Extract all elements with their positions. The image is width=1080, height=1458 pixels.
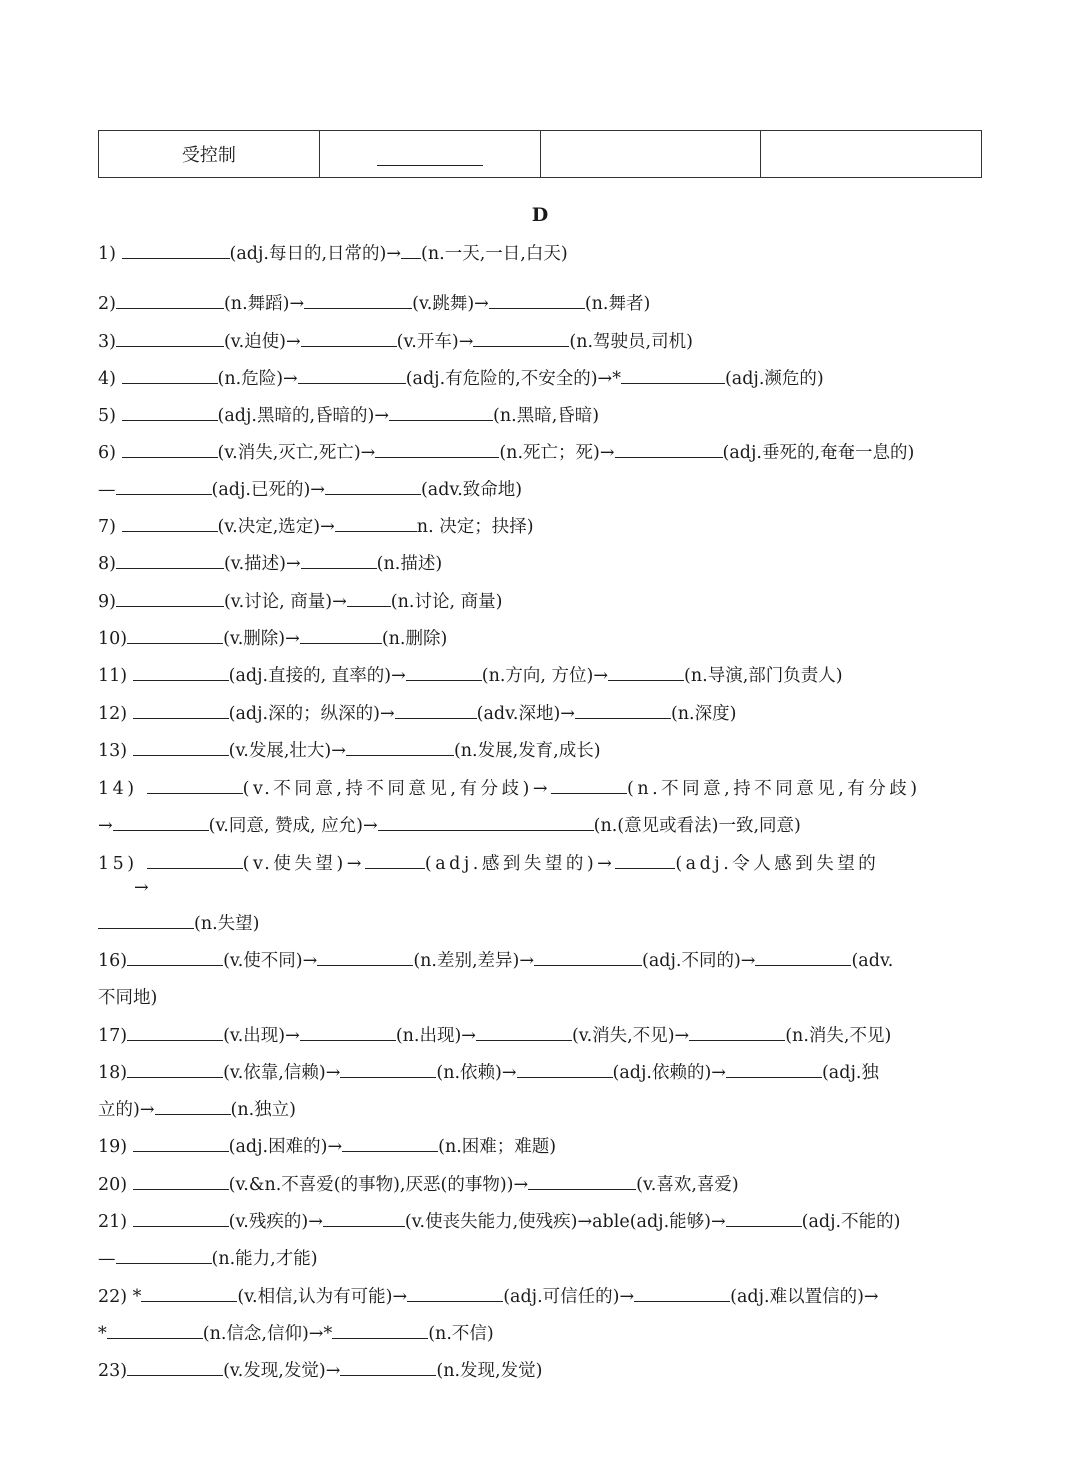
- answer-blank[interactable]: [395, 702, 477, 719]
- exercise-line: [98, 627, 447, 651]
- item-number: 7): [98, 517, 122, 537]
- hint: (adj.每日的,日常的)→: [229, 244, 402, 264]
- item-number: 5): [98, 406, 122, 426]
- item-number: 2): [98, 294, 116, 314]
- hint: (n.死亡；死)→: [499, 443, 615, 463]
- hint: (n.能力,才能): [211, 1249, 318, 1269]
- answer-blank[interactable]: [323, 1210, 405, 1227]
- hint: (adj.难以置信的)→: [730, 1287, 879, 1307]
- hint: (adj.感到失望的)→: [424, 854, 616, 874]
- item-number: 6): [98, 443, 122, 463]
- answer-blank[interactable]: [147, 852, 243, 869]
- hint: (v.删除)→: [223, 629, 300, 649]
- hint: (v.残疾的)→: [228, 1212, 323, 1232]
- hint: (v.出现)→: [223, 1026, 300, 1046]
- hint: (adj.令人感到失望的: [675, 854, 880, 874]
- answer-blank[interactable]: [300, 627, 382, 644]
- item-number: 16): [98, 951, 128, 971]
- answer-blank[interactable]: [127, 1024, 223, 1041]
- exercise-line: [98, 404, 599, 428]
- hint: (n.方向, 方位)→: [481, 666, 609, 686]
- item-number: 17): [98, 1026, 128, 1046]
- hint: (adv.致命地): [420, 480, 523, 500]
- hint: (n.失望): [194, 914, 260, 934]
- hint: (adj.困难的)→: [228, 1137, 343, 1157]
- answer-blank[interactable]: [575, 702, 671, 719]
- exercise-line: [98, 1359, 542, 1383]
- hint: (n.出现)→: [395, 1026, 476, 1046]
- item-number: 19): [98, 1137, 133, 1157]
- hint: (adv.: [851, 951, 894, 971]
- answer-blank[interactable]: [335, 515, 417, 532]
- answer-blank[interactable]: [122, 367, 218, 384]
- item-number: →: [98, 816, 113, 836]
- hint: (n.舞者): [584, 294, 651, 314]
- answer-blank[interactable]: [689, 1024, 785, 1041]
- hint: (v.喜欢,喜爱): [636, 1175, 739, 1195]
- exercise-line: [98, 441, 914, 465]
- answer-blank[interactable]: [342, 1135, 438, 1152]
- answer-blank[interactable]: [116, 552, 224, 569]
- item-number: 18): [98, 1063, 128, 1083]
- hint: (v.消失,不见)→: [571, 1026, 690, 1046]
- answer-blank[interactable]: [317, 949, 413, 966]
- hint: (n.消失,不见): [785, 1026, 892, 1046]
- answer-blank[interactable]: [726, 1061, 822, 1078]
- hint: (n.描述): [376, 554, 443, 574]
- hint: (n.不同意,持不同意见,有分歧): [627, 779, 921, 799]
- answer-blank[interactable]: [127, 949, 223, 966]
- answer-blank[interactable]: [726, 1210, 802, 1227]
- hint: (v.决定,选定)→: [217, 517, 335, 537]
- answer-blank[interactable]: [113, 814, 209, 831]
- answer-blank[interactable]: [377, 143, 483, 166]
- hint: (adj.不同的)→: [642, 951, 756, 971]
- item-number: 8): [98, 554, 116, 574]
- arrow: →: [134, 878, 149, 898]
- exercise-line: [98, 986, 157, 1010]
- answer-blank[interactable]: [332, 1322, 428, 1339]
- hint: (n.困难；难题): [438, 1137, 557, 1157]
- exercise-line: [98, 814, 801, 838]
- answer-blank[interactable]: [133, 1210, 229, 1227]
- item-number: 10): [98, 629, 128, 649]
- hint: (adj.可信任的)→: [503, 1287, 635, 1307]
- answer-blank[interactable]: [133, 1135, 229, 1152]
- answer-blank[interactable]: [378, 814, 594, 831]
- answer-blank[interactable]: [122, 242, 230, 259]
- answer-blank[interactable]: [489, 292, 585, 309]
- hint: (n.一天,一日,白天): [421, 244, 568, 264]
- item-number: 20): [98, 1175, 133, 1195]
- exercise-line: [98, 330, 693, 354]
- item-number: 4): [98, 369, 122, 389]
- hint: (v.开车)→: [396, 332, 474, 352]
- answer-blank[interactable]: [300, 1024, 396, 1041]
- exercise-line: [98, 515, 534, 539]
- hint: (n.黑暗,昏暗): [493, 406, 600, 426]
- hint: (n.发现,发觉): [436, 1361, 543, 1381]
- hint: (v.&n.不喜爱(的事物),厌恶(的事物))→: [228, 1175, 529, 1195]
- answer-blank[interactable]: [528, 1173, 636, 1190]
- answer-blank[interactable]: [347, 590, 391, 607]
- answer-blank[interactable]: [346, 739, 454, 756]
- answer-blank[interactable]: [127, 627, 223, 644]
- exercise-line: [98, 777, 921, 801]
- hint: (adj.黑暗的,昏暗的)→: [217, 406, 390, 426]
- exercise-line: [98, 590, 502, 614]
- hint: (n.讨论, 商量): [390, 592, 503, 612]
- answer-blank[interactable]: [401, 242, 421, 259]
- hint: (v.不同意,持不同意见,有分歧)→: [242, 779, 551, 799]
- hint: 立的)→: [98, 1100, 155, 1120]
- item-number: 23): [98, 1361, 128, 1381]
- answer-blank[interactable]: [122, 515, 218, 532]
- answer-blank[interactable]: [298, 367, 406, 384]
- hint: (v.发现,发觉)→: [223, 1361, 341, 1381]
- answer-blank[interactable]: [116, 478, 212, 495]
- answer-blank[interactable]: [133, 1173, 229, 1190]
- answer-blank[interactable]: [406, 664, 482, 681]
- hint: (n.舞蹈)→: [223, 294, 305, 314]
- table-cell-text: 受控制: [181, 145, 236, 166]
- hint: (v.讨论, 商量)→: [223, 592, 347, 612]
- answer-blank[interactable]: [301, 552, 377, 569]
- item-number: *: [98, 1324, 107, 1344]
- item-number: 11): [98, 666, 133, 686]
- hint: (v.描述)→: [223, 554, 301, 574]
- hint: (v.迫使)→: [223, 332, 301, 352]
- exercise-line: [98, 1061, 879, 1085]
- exercise-line: [98, 702, 736, 726]
- answer-blank[interactable]: [155, 1098, 231, 1115]
- answer-blank[interactable]: [127, 1061, 223, 1078]
- exercise-line: [98, 242, 568, 266]
- hint: (adj.依赖的)→: [612, 1063, 726, 1083]
- hint: (adj.垂死的,奄奄一息的): [722, 443, 915, 463]
- hint: (n.不信): [428, 1324, 494, 1344]
- answer-blank[interactable]: [133, 702, 229, 719]
- item-number: —: [98, 1249, 116, 1269]
- hint: (n.导演,部门负责人): [684, 666, 843, 686]
- item-number: 1): [98, 244, 122, 264]
- answer-blank[interactable]: [551, 777, 627, 794]
- hint: 不同地): [98, 988, 158, 1008]
- answer-blank[interactable]: [122, 441, 218, 458]
- table-cell-empty: [541, 131, 762, 177]
- answer-blank[interactable]: [116, 330, 224, 347]
- hint: (adj.不能的): [801, 1212, 901, 1232]
- answer-blank[interactable]: [133, 739, 229, 756]
- answer-blank[interactable]: [116, 1247, 212, 1264]
- exercise-line: [98, 1322, 494, 1346]
- hint: (v.发展,壮大)→: [228, 741, 346, 761]
- answer-blank[interactable]: [608, 664, 684, 681]
- item-number: 22) *: [98, 1287, 142, 1307]
- exercise-line: [98, 1135, 556, 1159]
- answer-blank[interactable]: [755, 949, 851, 966]
- hint: (n.发展,发育,成长): [453, 741, 601, 761]
- hint: (adj.直接的, 直率的)→: [228, 666, 406, 686]
- item-number: 3): [98, 332, 116, 352]
- answer-blank[interactable]: [116, 590, 224, 607]
- exercise-line: [98, 478, 522, 502]
- hint: (n.差别,差异)→: [413, 951, 535, 971]
- exercise-line: [98, 949, 893, 973]
- answer-blank[interactable]: [133, 664, 229, 681]
- vocab-table-row: [98, 130, 982, 178]
- answer-blank[interactable]: [473, 330, 569, 347]
- answer-blank[interactable]: [621, 367, 725, 384]
- answer-blank[interactable]: [615, 441, 723, 458]
- answer-blank[interactable]: [340, 1359, 436, 1376]
- hint: (v.依靠,信赖)→: [223, 1063, 341, 1083]
- answer-blank[interactable]: [107, 1322, 203, 1339]
- answer-blank[interactable]: [407, 1285, 503, 1302]
- hint: (v.跳舞)→: [412, 294, 489, 314]
- hint: (v.使不同)→: [223, 951, 318, 971]
- exercise-line: [98, 1247, 318, 1271]
- hint: (adj.已死的)→: [211, 480, 325, 500]
- exercise-line: [98, 852, 879, 876]
- answer-blank[interactable]: [304, 292, 412, 309]
- answer-blank[interactable]: [141, 1285, 237, 1302]
- hint: (n.(意见或看法)一致,同意): [593, 816, 801, 836]
- hint: (v.相信,认为有可能)→: [237, 1287, 408, 1307]
- answer-blank[interactable]: [98, 912, 194, 929]
- answer-blank[interactable]: [517, 1061, 613, 1078]
- hint: (n.驾驶员,司机): [569, 332, 693, 352]
- exercise-line: [98, 739, 601, 763]
- exercise-line: [98, 664, 843, 688]
- item-number: 14): [98, 779, 147, 799]
- hint: (n.信念,信仰)→*: [202, 1324, 333, 1344]
- exercise-line: [134, 876, 149, 900]
- item-number: 13): [98, 741, 133, 761]
- answer-blank[interactable]: [301, 330, 397, 347]
- answer-blank[interactable]: [615, 852, 675, 869]
- answer-blank[interactable]: [476, 1024, 572, 1041]
- item-number: 15): [98, 854, 147, 874]
- hint: (n.独立): [230, 1100, 296, 1120]
- hint: (adj.独: [821, 1063, 879, 1083]
- exercise-line: [98, 1173, 739, 1197]
- table-cell-empty: [761, 131, 981, 177]
- section-heading: D: [531, 204, 549, 226]
- exercise-line: [98, 912, 260, 936]
- answer-blank[interactable]: [147, 777, 243, 794]
- hint: (adj.深的；纵深的)→: [228, 704, 395, 724]
- exercise-line: [98, 1210, 900, 1234]
- exercise-line: [98, 1285, 879, 1309]
- answer-blank[interactable]: [127, 1359, 223, 1376]
- answer-blank[interactable]: [325, 478, 421, 495]
- hint: (adj.濒危的): [724, 369, 824, 389]
- answer-blank[interactable]: [634, 1285, 730, 1302]
- answer-blank[interactable]: [534, 949, 642, 966]
- item-number: 21): [98, 1212, 133, 1232]
- hint: (v.消失,灭亡,死亡)→: [217, 443, 376, 463]
- exercise-line: [98, 1098, 296, 1122]
- answer-blank[interactable]: [365, 852, 425, 869]
- answer-blank[interactable]: [116, 292, 224, 309]
- hint: (n.危险)→: [217, 369, 298, 389]
- exercise-line: [98, 367, 824, 391]
- answer-blank[interactable]: [389, 404, 493, 421]
- item-number: —: [98, 480, 116, 500]
- hint: (adj.有危险的,不安全的)→*: [405, 369, 621, 389]
- table-cell-blank[interactable]: [320, 131, 541, 177]
- answer-blank[interactable]: [122, 404, 218, 421]
- exercise-line: [98, 552, 442, 576]
- hint: (v.使丧失能力,使残疾)→able(adj.能够)→: [404, 1212, 726, 1232]
- item-number: 12): [98, 704, 133, 724]
- answer-blank[interactable]: [375, 441, 499, 458]
- hint: n. 决定；抉择): [416, 517, 534, 537]
- exercise-line: [98, 1024, 891, 1048]
- hint: (adv.深地)→: [476, 704, 575, 724]
- table-cell-chinese: [99, 131, 320, 177]
- answer-blank[interactable]: [340, 1061, 436, 1078]
- hint: (v.同意, 赞成, 应允)→: [208, 816, 378, 836]
- hint: (n.删除): [381, 629, 448, 649]
- exercise-line: [98, 292, 650, 316]
- hint: (n.深度): [670, 704, 737, 724]
- hint: (v.使失望)→: [242, 854, 365, 874]
- hint: (n.依赖)→: [436, 1063, 517, 1083]
- item-number: 9): [98, 592, 116, 612]
